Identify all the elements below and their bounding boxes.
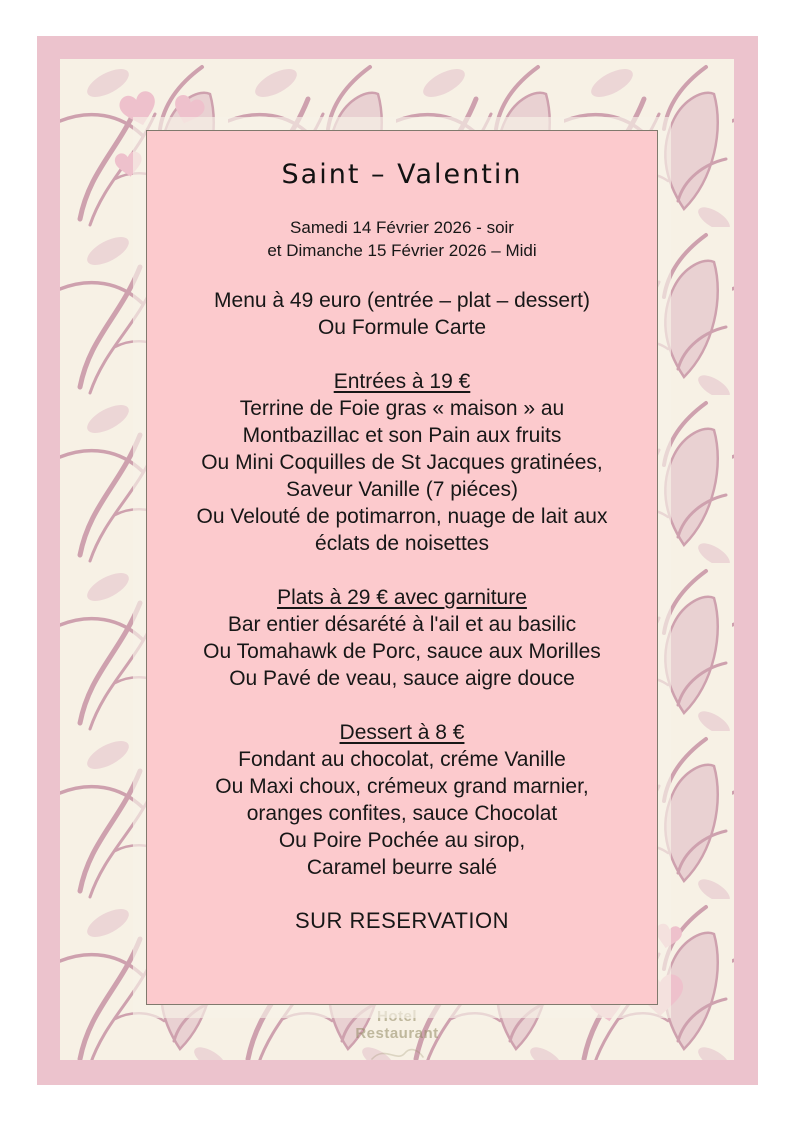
- section-plats: [147, 584, 657, 692]
- intro-line: Ou Formule Carte: [317, 316, 487, 339]
- section-dessert: [147, 719, 657, 881]
- menu-line: Ou Poire Pochée au sirop,: [278, 829, 526, 852]
- menu-panel: [146, 130, 658, 1005]
- menu-line: Montbazillac et son Pain aux fruits: [242, 424, 562, 447]
- hotel-watermark: [317, 1008, 477, 1065]
- menu-dates: [147, 216, 657, 262]
- menu-line: Ou Mini Coquilles de St Jacques gratinées,: [201, 451, 603, 474]
- menu-line: Caramel beurre salé: [306, 856, 498, 879]
- menu-line: Saveur Vanille (7 piéces): [286, 478, 518, 501]
- menu-line: Ou Pavé de veau, sauce aigre douce: [229, 667, 575, 690]
- watermark-line2: Restaurant: [355, 1025, 439, 1042]
- reservation-note: SUR RESERVATION: [294, 908, 510, 933]
- script-flourish-icon: [367, 1043, 427, 1065]
- menu-line: oranges confites, sauce Chocolat: [246, 802, 558, 825]
- menu-line: Ou Velouté de potimarron, nuage de lait aux: [196, 505, 608, 528]
- watermark-line1: Hotel: [377, 1008, 417, 1025]
- section-heading-entrees: Entrées à 19 €: [333, 370, 471, 393]
- intro-line: Menu à 49 euro (entrée – plat – dessert): [214, 289, 590, 312]
- menu-line: Ou Tomahawk de Porc, sauce aux Morilles: [203, 640, 601, 663]
- date-line: Samedi 14 Février 2026 - soir: [290, 218, 514, 237]
- section-heading-plats: Plats à 29 € avec garniture: [277, 586, 527, 609]
- section-heading-dessert: Dessert à 8 €: [339, 721, 465, 744]
- menu-line: éclats de noisettes: [315, 532, 489, 555]
- menu-line: Terrine de Foie gras « maison » au: [239, 397, 565, 420]
- menu-line: Ou Maxi choux, crémeux grand marnier,: [215, 775, 589, 798]
- menu-line: Fondant au chocolat, créme Vanille: [238, 748, 566, 771]
- menu-title: Saint – Valentin: [281, 159, 523, 190]
- menu-line: Bar entier désarété à l'ail et au basilic: [227, 613, 577, 636]
- section-entrees: [147, 368, 657, 557]
- menu-intro: [147, 287, 657, 341]
- date-line: et Dimanche 15 Février 2026 – Midi: [267, 241, 537, 260]
